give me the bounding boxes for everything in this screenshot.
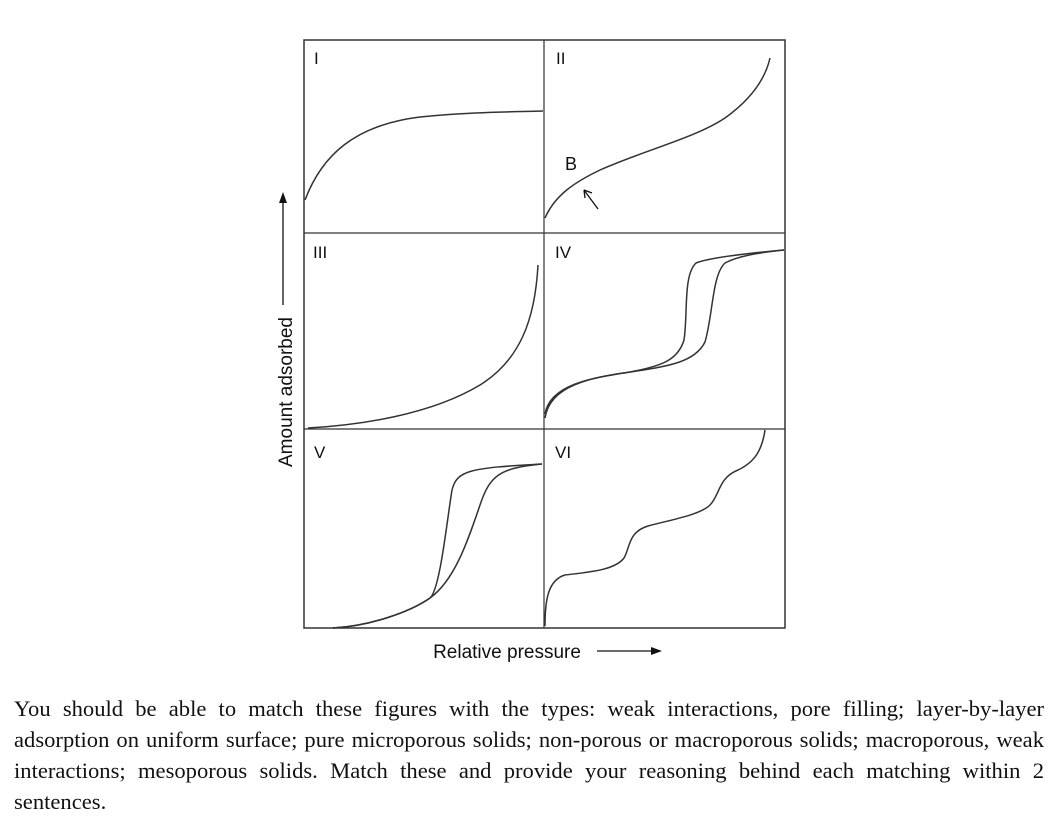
panel-label-III: III [313,243,328,262]
point-label-b: B [565,154,578,174]
question-text: You should be able to match these figures with the types: weak interactions, pore filling; layer-by-layer adsorption on uniform surface; pure microporous solids; non-porous or macroporous solids; macroporous, weak interactions; mesoporous solids. Match these and provide your reasoning behind each matching within 2 sentences. [14,696,1044,814]
isotherm-curve-V-adsorption [333,464,542,628]
isotherm-curve-VI [545,430,765,626]
isotherm-curve-V-desorption [333,464,542,628]
isotherm-curve-I [305,111,543,200]
isotherm-curve-II [545,58,770,218]
isotherm-curve-IV-desorption [545,250,784,414]
panel-label-I: I [314,49,319,68]
isotherm-curve-III [308,265,538,428]
panel-label-V: V [314,443,326,462]
panel-label-VI: VI [555,443,572,462]
x-axis-arrow-icon [597,647,662,655]
y-axis-arrow-icon [279,192,287,305]
arrow-icon [584,190,598,209]
panel-label-IV: IV [555,243,572,262]
x-axis-label: Relative pressure [433,642,581,663]
y-axis-label: Amount adsorbed [276,317,297,467]
isotherm-curve-IV-adsorption [545,250,784,418]
panel-label-II: II [556,49,566,68]
